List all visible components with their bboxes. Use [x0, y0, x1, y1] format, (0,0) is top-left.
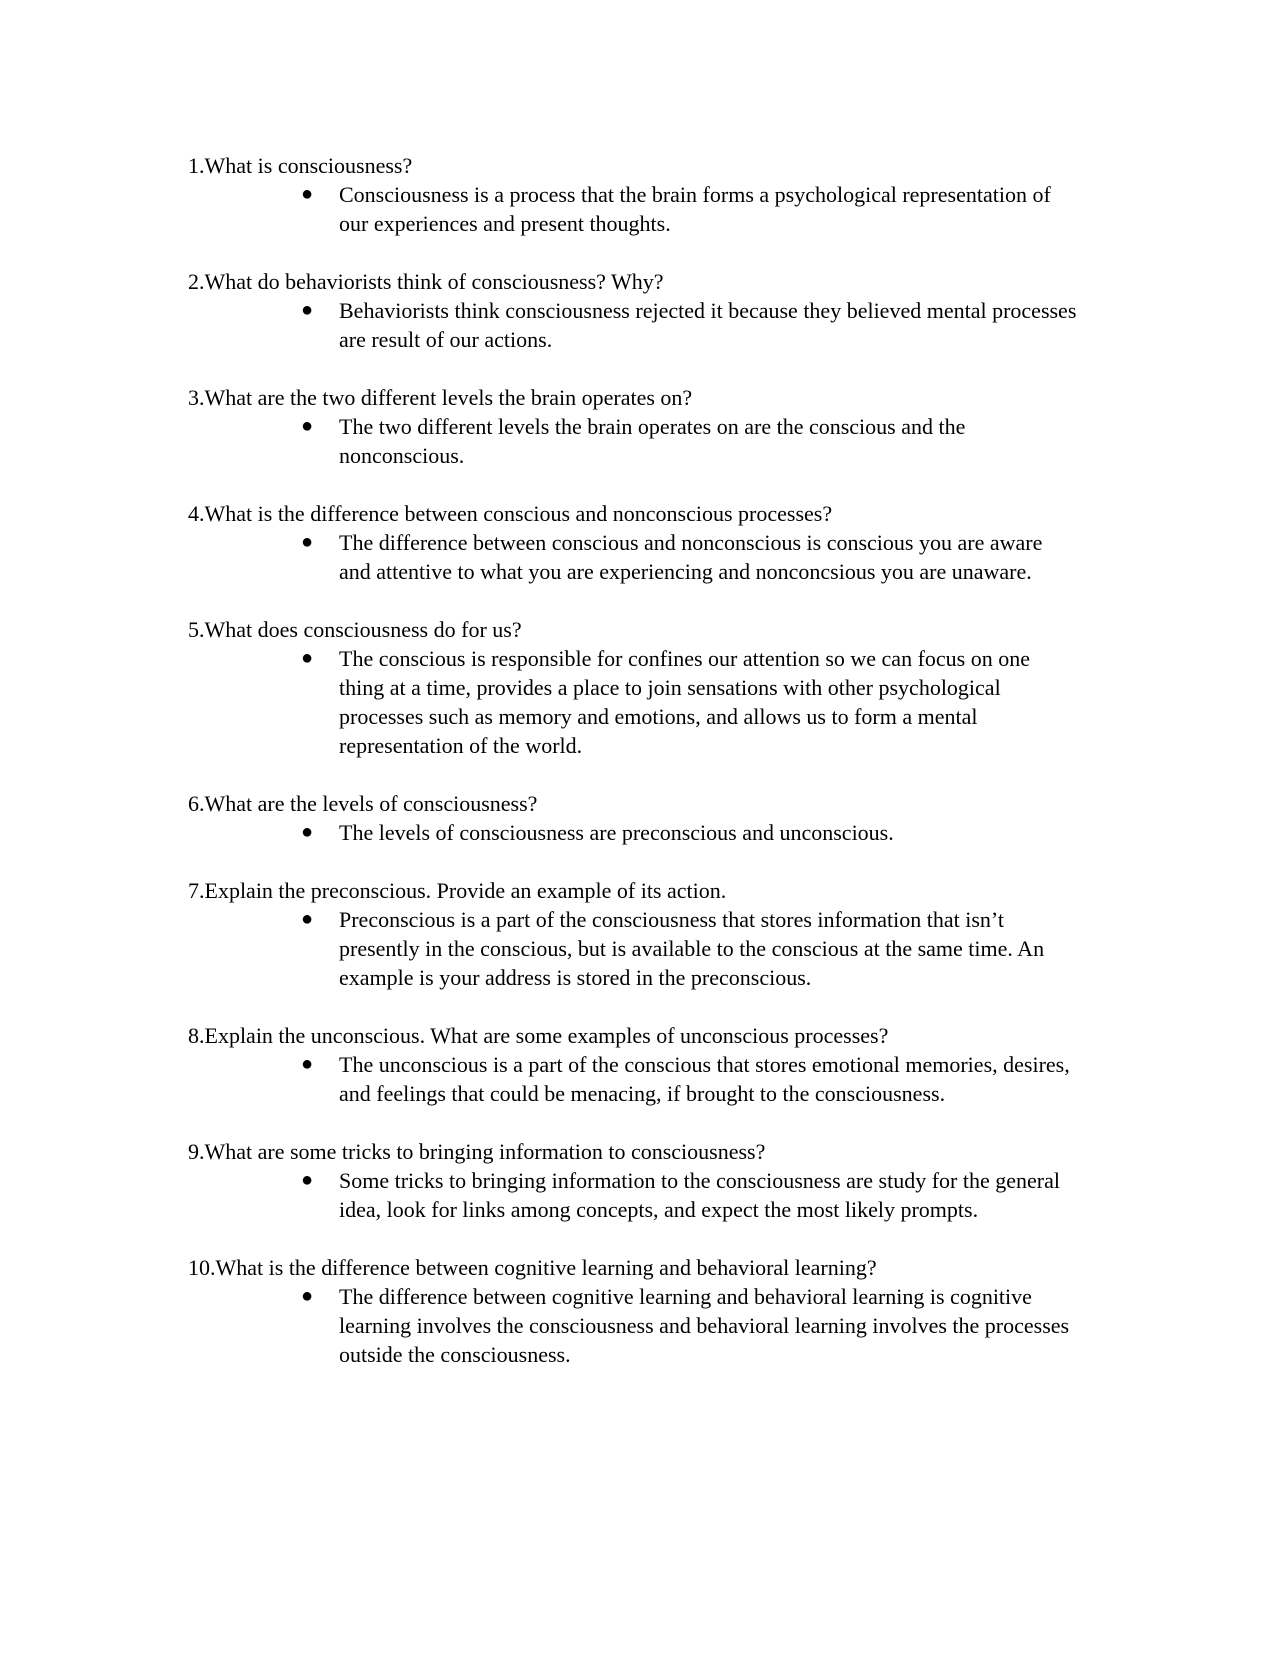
bullet-icon: ● [301, 1169, 314, 1191]
answer-text: The conscious is responsible for confines our attention so we can focus on one thing at a time, provides a place to join sensations with other psychological processes such as memory and emotions, and allows us to form a mental representation of the world. [339, 646, 1030, 758]
answer-text: The unconscious is a part of the conscious that stores emotional memories, desires, and feelings that could be menacing, if brought to the consciousness. [339, 1052, 1070, 1106]
bullet-icon: ● [301, 1053, 314, 1075]
qa-list [188, 151, 1118, 1398]
answer-text: The difference between conscious and nonconscious is conscious you are aware and attentive to what you are experiencing and nonconcsious you are unaware. [339, 530, 1043, 584]
answer-bullet [301, 1050, 1079, 1108]
question-text: 10.What is the difference between cognitive learning and behavioral learning? [188, 1255, 877, 1280]
qa-item [188, 1021, 1118, 1108]
answer-text: Behaviorists think consciousness rejected it because they believed mental processes are result of our actions. [339, 298, 1077, 352]
answer-bullet [301, 528, 1079, 586]
bullet-icon: ● [301, 183, 314, 205]
answer-bullet [301, 1166, 1079, 1224]
bullet-icon: ● [301, 647, 314, 669]
qa-item [188, 876, 1118, 992]
bullet-icon: ● [301, 1285, 314, 1307]
answer-bullet [301, 180, 1079, 238]
answer-bullet [301, 1282, 1079, 1369]
qa-item [188, 789, 1118, 847]
question-text: 4.What is the difference between conscious and nonconscious processes? [188, 501, 833, 526]
bullet-icon: ● [301, 531, 314, 553]
question-text: 8.Explain the unconscious. What are some examples of unconscious processes? [188, 1023, 889, 1048]
bullet-icon: ● [301, 415, 314, 437]
answer-text: Preconscious is a part of the consciousness that stores information that isn’t presently in the conscious, but is available to the conscious at the same time. An example is your address is stored in the preconscious. [339, 907, 1045, 990]
bullet-icon: ● [301, 821, 314, 843]
answer-text: The difference between cognitive learning and behavioral learning is cognitive learning involves the consciousness and behavioral learning involves the processes outside the consciousness. [339, 1284, 1070, 1367]
qa-item [188, 267, 1118, 354]
qa-item [188, 499, 1118, 586]
answer-text: The levels of consciousness are preconscious and unconscious. [339, 820, 894, 845]
question-text: 3.What are the two different levels the brain operates on? [188, 385, 693, 410]
answer-text: Some tricks to bringing information to the consciousness are study for the general idea, look for links among concepts, and expect the most likely prompts. [339, 1168, 1060, 1222]
qa-item [188, 1253, 1118, 1369]
answer-text: Consciousness is a process that the brain forms a psychological representation of our experiences and present thoughts. [339, 182, 1051, 236]
qa-item [188, 615, 1118, 760]
question-text: 9.What are some tricks to bringing information to consciousness? [188, 1139, 766, 1164]
question-text: 2.What do behaviorists think of consciousness? Why? [188, 269, 664, 294]
qa-item [188, 383, 1118, 470]
answer-bullet [301, 818, 1079, 847]
qa-item [188, 1137, 1118, 1224]
bullet-icon: ● [301, 908, 314, 930]
question-text: 6.What are the levels of consciousness? [188, 791, 538, 816]
answer-bullet [301, 905, 1079, 992]
question-text: 5.What does consciousness do for us? [188, 617, 522, 642]
answer-bullet [301, 296, 1079, 354]
answer-text: The two different levels the brain operates on are the conscious and the nonconscious. [339, 414, 966, 468]
question-text: 7.Explain the preconscious. Provide an example of its action. [188, 878, 727, 903]
bullet-icon: ● [301, 299, 314, 321]
answer-bullet [301, 644, 1079, 760]
answer-bullet [301, 412, 1079, 470]
qa-item [188, 151, 1118, 238]
question-text: 1.What is consciousness? [188, 153, 413, 178]
